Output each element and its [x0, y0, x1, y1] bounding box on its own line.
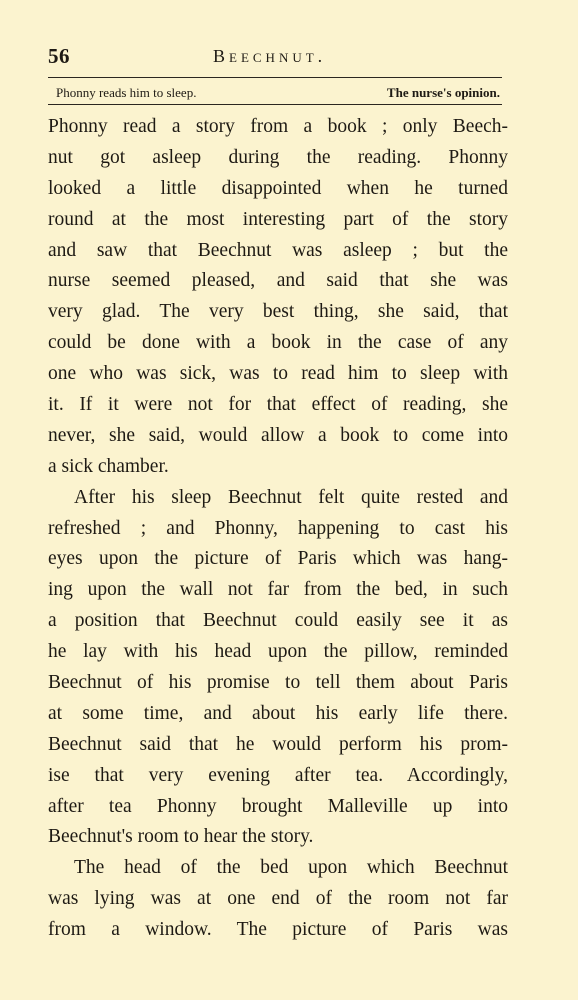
- text-line: never, she said, would allow a book to come into: [48, 424, 508, 446]
- text-line: it. If it were not for that effect of reading, she: [48, 394, 508, 416]
- text-line: ing upon the wall not far from the bed, in such: [48, 579, 508, 601]
- text-line: after tea Phonny brought Malleville up into: [48, 795, 508, 817]
- text-line: at some time, and about his early life there.: [48, 702, 508, 724]
- text-line: Beechnut said that he would perform his prom-: [48, 733, 508, 755]
- topic-right: The nurse's opinion.: [386, 85, 500, 100]
- text-line: nurse seemed pleased, and said that she was: [48, 270, 508, 292]
- text-line: a position that Beechnut could easily see it as: [48, 610, 508, 632]
- body-text: [48, 112, 508, 946]
- text-line: looked a little disappointed when he turned: [48, 177, 508, 199]
- text-line: Beechnut of his promise to tell them about Paris: [48, 672, 508, 694]
- text-line: refreshed ; and Phonny, happening to cast his: [48, 517, 508, 539]
- text-line: a sick chamber.: [48, 455, 169, 477]
- text-line: round at the most interesting part of the story: [48, 208, 508, 230]
- text-line: very glad. The very best thing, she said, that: [48, 301, 508, 323]
- page-number: 56: [48, 44, 70, 68]
- text-line: was lying was at one end of the room not far: [48, 888, 508, 910]
- text-line: eyes upon the picture of Paris which was hang-: [48, 548, 508, 570]
- book-title: Beechnut.: [213, 46, 327, 66]
- text-line: one who was sick, was to read him to sleep with: [48, 363, 508, 385]
- text-line: nut got asleep during the reading. Phonny: [48, 146, 508, 168]
- topic-rule: [48, 104, 502, 105]
- paragraph-3: [48, 853, 508, 946]
- paragraph-1: [48, 112, 508, 483]
- text-line: After his sleep Beechnut felt quite rested and: [74, 486, 508, 508]
- topic-headings: [48, 85, 502, 105]
- text-line: Phonny read a story from a book ; only Beech-: [48, 116, 508, 137]
- header-rule: [48, 77, 502, 78]
- text-line: and saw that Beechnut was asleep ; but the: [48, 239, 508, 261]
- text-line: he lay with his head upon the pillow, reminded: [48, 641, 508, 663]
- text-line: could be done with a book in the case of any: [48, 332, 508, 354]
- text-line: ise that very evening after tea. Accordingly,: [48, 764, 508, 786]
- text-line: Beechnut's room to hear the story.: [48, 826, 314, 848]
- text-line: The head of the bed upon which Beechnut: [74, 857, 508, 879]
- topic-left: Phonny reads him to sleep.: [56, 85, 197, 100]
- running-head: [48, 44, 512, 74]
- text-line: from a window. The picture of Paris was: [48, 919, 508, 941]
- paragraph-2: [48, 483, 508, 854]
